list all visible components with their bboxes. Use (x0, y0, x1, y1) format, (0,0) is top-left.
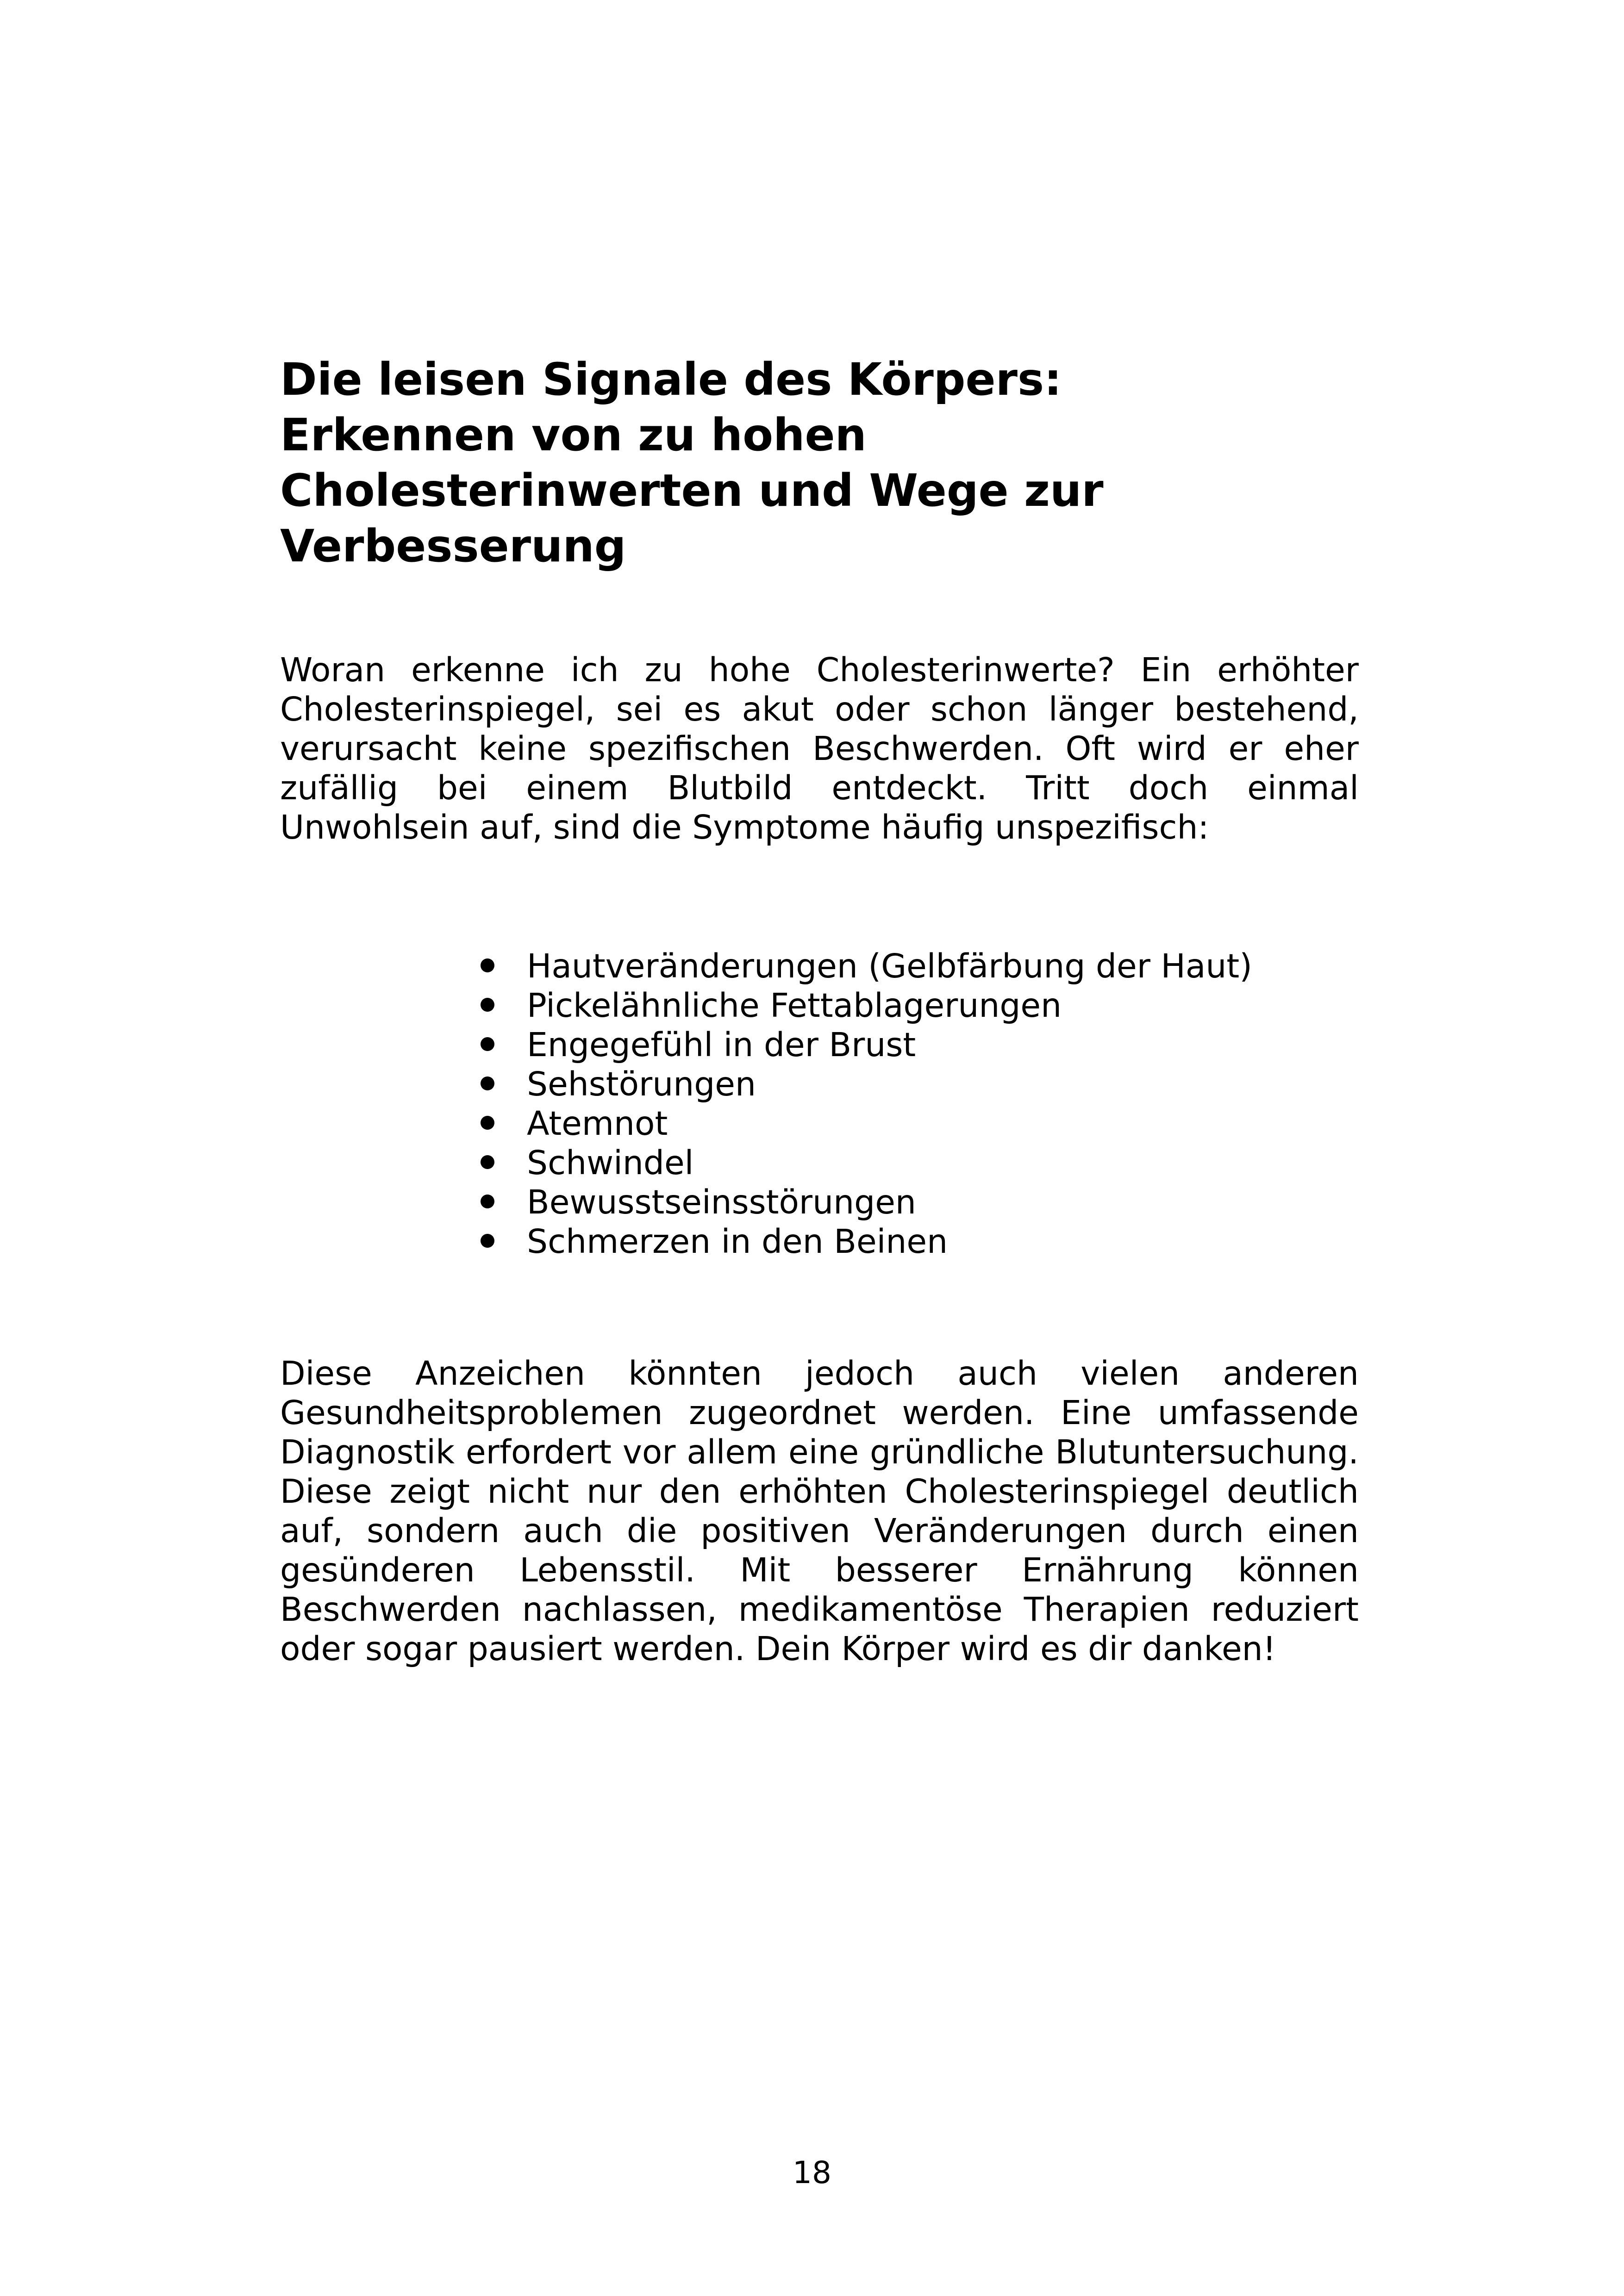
closing-paragraph: Diese Anzeichen könnten jedoch auch vielen anderen Gesundheitsproblemen zugeordnet werden. Eine umfassende Diagnostik erfordert vor allem eine gründliche Blutuntersuchung. Diese zeigt nicht nur den erhöhten Cholesterinspiegel deutlich auf, sondern auch die positiven Veränderungen durch einen gesünderen Lebensstil. Mit besserer Ernährung können Beschwerden nachlassen, medikamentöse Therapien reduziert oder sogar pausiert werden. Dein Körper wird es dir danken! (280, 1354, 1359, 1668)
list-item (481, 1143, 1359, 1182)
list-item-text: Hautveränderungen (Gelbfärbung der Haut) (527, 947, 1252, 985)
title-line: Die leisen Signale des Körpers: (280, 354, 1062, 405)
list-item (481, 1104, 1359, 1143)
list-item (481, 1064, 1359, 1104)
list-item-text: Atemnot (527, 1104, 668, 1143)
list-item (481, 1025, 1359, 1064)
bullet-icon (481, 1037, 494, 1051)
list-item-text: Schmerzen in den Beinen (527, 1222, 948, 1261)
title-line: Erkennen von zu hohen (280, 409, 867, 461)
list-item-text: Engegefühl in der Brust (527, 1026, 916, 1064)
title-line: Verbesserung (280, 520, 626, 572)
bullet-icon (481, 1234, 494, 1248)
list-item (481, 1182, 1359, 1222)
intro-paragraph: Woran erkenne ich zu hohe Cholesterinwerte? Ein erhöhter Cholesterinspiegel, sei es akut oder schon länger bestehend, verursacht keine spezifischen Beschwerden. Oft wird er eher zufällig bei einem Blutbild entdeckt. Tritt doch einmal Unwohlsein auf, sind die Symptome häufig unspezifisch: (280, 651, 1359, 846)
page-title (280, 352, 1359, 574)
list-item-text: Bewusstseinsstörungen (527, 1183, 916, 1221)
page-number: 18 (793, 2155, 831, 2190)
bullet-icon (481, 1155, 494, 1169)
bullet-icon (481, 1195, 494, 1208)
title-line: Cholesterinwerten und Wege zur (280, 465, 1104, 516)
bullet-icon (481, 958, 494, 972)
list-item-text: Pickelähnliche Fettablagerungen (527, 986, 1062, 1025)
list-item-text: Sehstörungen (527, 1065, 756, 1103)
page-content (280, 352, 1359, 1668)
symptom-list (280, 946, 1359, 1261)
list-item (481, 946, 1359, 986)
bullet-icon (481, 1116, 494, 1130)
list-item (481, 986, 1359, 1025)
list-item-text: Schwindel (527, 1144, 694, 1182)
list-item (481, 1222, 1359, 1261)
bullet-icon (481, 998, 494, 1012)
bullet-icon (481, 1076, 494, 1090)
